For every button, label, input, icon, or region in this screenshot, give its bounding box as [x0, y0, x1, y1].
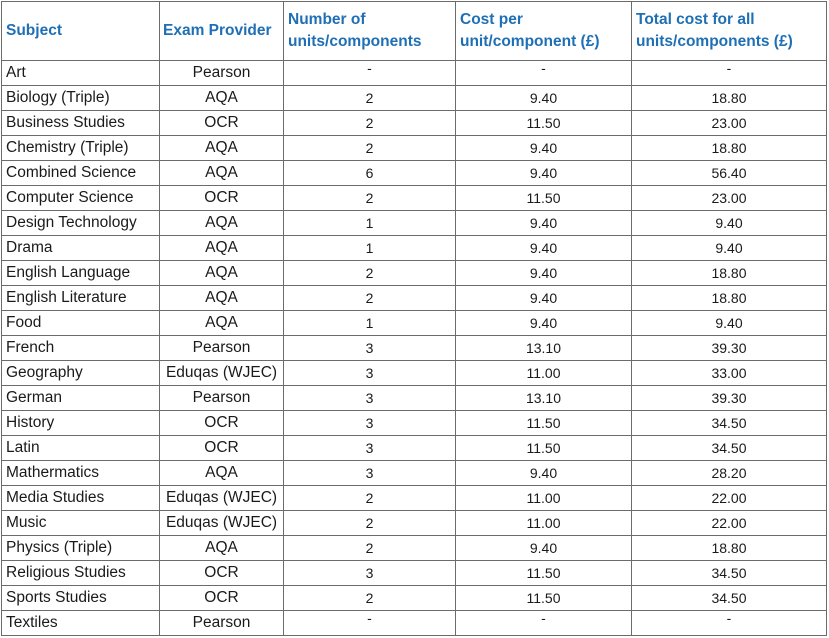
cell-subject: History: [2, 411, 160, 436]
cell-total-cost: 39.30: [632, 386, 827, 411]
cell-number-of-units: 2: [284, 536, 456, 561]
cell-exam-provider: Pearson: [160, 611, 284, 636]
table-row: [2, 236, 827, 261]
cell-cost-per-unit: 9.40: [456, 461, 632, 486]
table-row: [2, 436, 827, 461]
table-row: [2, 211, 827, 236]
cell-number-of-units: 1: [284, 236, 456, 261]
cell-total-cost: 39.30: [632, 336, 827, 361]
cell-subject: Music: [2, 511, 160, 536]
cell-cost-per-unit: 11.50: [456, 586, 632, 611]
cell-exam-provider: AQA: [160, 461, 284, 486]
cell-cost-per-unit: 11.00: [456, 361, 632, 386]
cell-number-of-units: -: [284, 611, 456, 636]
cell-cost-per-unit: 9.40: [456, 536, 632, 561]
cell-number-of-units: 2: [284, 86, 456, 111]
cell-number-of-units: 2: [284, 111, 456, 136]
cell-subject: Latin: [2, 436, 160, 461]
cell-exam-provider: AQA: [160, 236, 284, 261]
cell-total-cost: 34.50: [632, 436, 827, 461]
cell-cost-per-unit: 9.40: [456, 311, 632, 336]
cell-subject: English Language: [2, 261, 160, 286]
header-total-cost: Total cost for all units/components (£): [632, 2, 827, 61]
header-cost-per-unit: Cost per unit/component (£): [456, 2, 632, 61]
cell-number-of-units: 2: [284, 586, 456, 611]
cell-cost-per-unit: 11.50: [456, 111, 632, 136]
cell-subject: Physics (Triple): [2, 536, 160, 561]
cell-subject: English Literature: [2, 286, 160, 311]
table-row: [2, 561, 827, 586]
cell-cost-per-unit: 11.50: [456, 561, 632, 586]
cell-exam-provider: OCR: [160, 411, 284, 436]
cell-cost-per-unit: 13.10: [456, 336, 632, 361]
table-row: [2, 361, 827, 386]
exam-costs-table: [1, 1, 827, 636]
table-row: [2, 311, 827, 336]
cell-exam-provider: AQA: [160, 311, 284, 336]
cell-total-cost: 18.80: [632, 86, 827, 111]
cell-exam-provider: OCR: [160, 561, 284, 586]
cell-total-cost: 23.00: [632, 186, 827, 211]
cell-cost-per-unit: 11.50: [456, 186, 632, 211]
cell-cost-per-unit: 9.40: [456, 286, 632, 311]
cell-number-of-units: 2: [284, 261, 456, 286]
cell-total-cost: -: [632, 61, 827, 86]
cell-subject: Chemistry (Triple): [2, 136, 160, 161]
cell-cost-per-unit: -: [456, 611, 632, 636]
cell-cost-per-unit: 11.00: [456, 511, 632, 536]
header-number-of-units: Number of units/components: [284, 2, 456, 61]
cell-exam-provider: Pearson: [160, 386, 284, 411]
cell-subject: German: [2, 386, 160, 411]
cell-number-of-units: 6: [284, 161, 456, 186]
cell-number-of-units: 3: [284, 336, 456, 361]
header-subject: Subject: [2, 2, 160, 61]
table-row: [2, 611, 827, 636]
cell-exam-provider: OCR: [160, 111, 284, 136]
cell-exam-provider: Pearson: [160, 61, 284, 86]
cell-exam-provider: Eduqas (WJEC): [160, 486, 284, 511]
cell-cost-per-unit: 13.10: [456, 386, 632, 411]
cell-exam-provider: AQA: [160, 261, 284, 286]
cell-exam-provider: OCR: [160, 186, 284, 211]
cell-subject: Religious Studies: [2, 561, 160, 586]
table-row: [2, 411, 827, 436]
table-row: [2, 86, 827, 111]
cell-exam-provider: AQA: [160, 161, 284, 186]
cell-number-of-units: 2: [284, 486, 456, 511]
cell-number-of-units: 3: [284, 386, 456, 411]
table-row: [2, 261, 827, 286]
cell-exam-provider: OCR: [160, 586, 284, 611]
cell-subject: Food: [2, 311, 160, 336]
cell-subject: Combined Science: [2, 161, 160, 186]
cell-cost-per-unit: 9.40: [456, 86, 632, 111]
cell-total-cost: 34.50: [632, 411, 827, 436]
cell-exam-provider: AQA: [160, 286, 284, 311]
table-row: [2, 536, 827, 561]
table-row: [2, 336, 827, 361]
cell-number-of-units: -: [284, 61, 456, 86]
cell-total-cost: 34.50: [632, 586, 827, 611]
cell-cost-per-unit: 9.40: [456, 161, 632, 186]
cell-total-cost: 9.40: [632, 311, 827, 336]
cell-total-cost: 18.80: [632, 136, 827, 161]
cell-cost-per-unit: 11.50: [456, 436, 632, 461]
cell-total-cost: 22.00: [632, 486, 827, 511]
table-row: [2, 111, 827, 136]
cell-subject: French: [2, 336, 160, 361]
cell-exam-provider: Pearson: [160, 336, 284, 361]
cell-number-of-units: 3: [284, 411, 456, 436]
table-row: [2, 461, 827, 486]
cell-number-of-units: 3: [284, 561, 456, 586]
cell-cost-per-unit: 9.40: [456, 211, 632, 236]
cell-cost-per-unit: -: [456, 61, 632, 86]
header-row: [2, 2, 827, 61]
cell-number-of-units: 3: [284, 461, 456, 486]
cell-total-cost: 18.80: [632, 261, 827, 286]
cell-cost-per-unit: 9.40: [456, 261, 632, 286]
cell-cost-per-unit: 11.50: [456, 411, 632, 436]
cell-number-of-units: 2: [284, 136, 456, 161]
cell-total-cost: 56.40: [632, 161, 827, 186]
cell-exam-provider: Eduqas (WJEC): [160, 511, 284, 536]
cell-total-cost: 9.40: [632, 236, 827, 261]
table-row: [2, 61, 827, 86]
cell-total-cost: 28.20: [632, 461, 827, 486]
table-row: [2, 161, 827, 186]
cell-exam-provider: AQA: [160, 136, 284, 161]
table-row: [2, 136, 827, 161]
table-header: [2, 2, 827, 61]
cell-subject: Drama: [2, 236, 160, 261]
table-row: [2, 511, 827, 536]
cell-number-of-units: 2: [284, 286, 456, 311]
table-row: [2, 586, 827, 611]
cell-total-cost: -: [632, 611, 827, 636]
cell-exam-provider: AQA: [160, 536, 284, 561]
cell-subject: Mathermatics: [2, 461, 160, 486]
cell-total-cost: 34.50: [632, 561, 827, 586]
cell-exam-provider: Eduqas (WJEC): [160, 361, 284, 386]
cell-subject: Geography: [2, 361, 160, 386]
cell-cost-per-unit: 11.00: [456, 486, 632, 511]
cell-exam-provider: OCR: [160, 436, 284, 461]
cell-number-of-units: 1: [284, 311, 456, 336]
cell-subject: Design Technology: [2, 211, 160, 236]
cell-total-cost: 18.80: [632, 536, 827, 561]
cell-exam-provider: AQA: [160, 86, 284, 111]
cell-total-cost: 18.80: [632, 286, 827, 311]
cell-subject: Textiles: [2, 611, 160, 636]
table-row: [2, 186, 827, 211]
cell-total-cost: 23.00: [632, 111, 827, 136]
cell-subject: Media Studies: [2, 486, 160, 511]
cell-total-cost: 33.00: [632, 361, 827, 386]
cell-number-of-units: 3: [284, 436, 456, 461]
table-row: [2, 386, 827, 411]
cell-total-cost: 22.00: [632, 511, 827, 536]
cell-subject: Business Studies: [2, 111, 160, 136]
cell-total-cost: 9.40: [632, 211, 827, 236]
cell-cost-per-unit: 9.40: [456, 236, 632, 261]
cell-number-of-units: 2: [284, 511, 456, 536]
cell-number-of-units: 3: [284, 361, 456, 386]
table-row: [2, 486, 827, 511]
table-row: [2, 286, 827, 311]
cell-subject: Art: [2, 61, 160, 86]
header-exam-provider: Exam Provider: [160, 2, 284, 61]
cell-subject: Sports Studies: [2, 586, 160, 611]
cell-cost-per-unit: 9.40: [456, 136, 632, 161]
cell-number-of-units: 1: [284, 211, 456, 236]
cell-number-of-units: 2: [284, 186, 456, 211]
cell-subject: Computer Science: [2, 186, 160, 211]
cell-subject: Biology (Triple): [2, 86, 160, 111]
cell-exam-provider: AQA: [160, 211, 284, 236]
table-body: [2, 61, 827, 636]
